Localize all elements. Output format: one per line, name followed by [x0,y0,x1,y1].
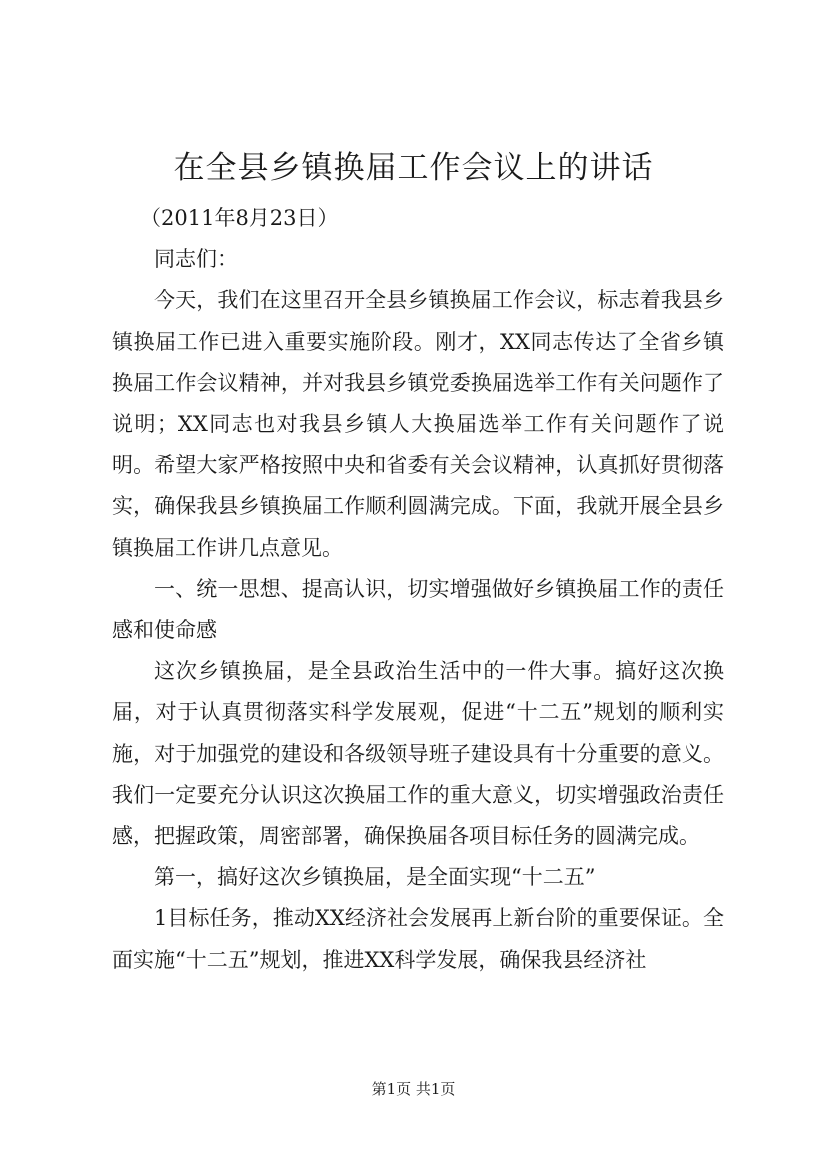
document-body [112,198,724,981]
page-footer: 第1页 共1页 [371,1080,456,1098]
document-title: 在全县乡镇换届工作会议上的讲话 [173,150,654,186]
paragraph-continuation: 1目标任务，推动XX经济社会发展再上新台阶的重要保证。全面实施“十二五”规划，推进XX科学发展，确保我县经济社 [112,906,724,972]
paragraph-significance: 这次乡镇换届，是全县政治生活中的一件大事。搞好这次换届，对于认真贯彻落实科学发展观，促进“十二五”规划的顺利实施，对于加强党的建设和各级领导班子建设具有十分重要的意义。我们一定要充分认识这次换届工作的重大意义，切实增强政治责任感，把握政策，周密部署，确保换届各项目标任务的圆满完成。 [112,659,724,849]
section-heading-1: 一、统一思想、提高认识，切实增强做好乡镇换届工作的责任感和使命感 [112,576,724,643]
paragraph-opening: 今天，我们在这里召开全县乡镇换届工作会议，标志着我县乡镇换届工作已进入重要实施阶段。刚才，XX同志传达了全省乡镇换届工作会议精神，并对我县乡镇党委换届选举工作有关问题作了说明；XX同志也对我县乡镇人大换届选举工作有关问题作了说明。希望大家严格按照中央和省委有关会议精神，认真抓好贯彻落实，确保我县乡镇换届工作顺利圆满完成。下面，我就开展全县乡镇换届工作讲几点意见。 [112,288,724,560]
speech-date: （2011年8月23日） [140,206,339,230]
salutation: 同志们： [154,247,238,272]
paragraph-first-point: 第一，搞好这次乡镇换届，是全面实现“十二五” [154,865,596,890]
